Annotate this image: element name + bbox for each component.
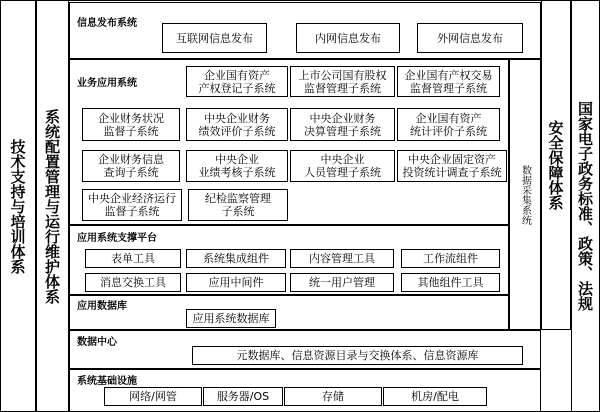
data-center-title: 数据中心 — [77, 337, 117, 348]
technical-support-column — [0, 0, 36, 412]
business-app-3: 企业国有产权交易 监督管理子系统 — [397, 66, 500, 97]
extranet-release-box: 外网信息发布 — [417, 23, 523, 53]
unified-user-box: 统一用户管理 — [290, 273, 394, 292]
business-app-9: 中央企业 业绩考核子系统 — [186, 150, 288, 182]
workflow-component-box: 工作流组件 — [401, 249, 500, 268]
business-app-4: 企业财务状况 监督子系统 — [82, 108, 180, 141]
technical-support-label: 技术支持与培训体系 — [8, 138, 27, 274]
business-app-8: 企业财务信息 查询子系统 — [82, 150, 180, 182]
support-platform-title: 应用系统支撑平台 — [77, 233, 157, 244]
business-app-5: 中央企业财务 绩效评价子系统 — [186, 108, 288, 141]
content-management-box: 内容管理工具 — [290, 249, 394, 268]
business-app-13: 纪检监察管理 子系统 — [188, 189, 288, 221]
middleware-box: 应用中间件 — [186, 273, 286, 292]
security-column — [541, 0, 571, 330]
business-app-12: 中央企业经济运行 监督子系统 — [82, 189, 182, 221]
server-os-box: 服务器/OS — [203, 387, 283, 406]
data-collection-label: 数据采集系统 — [519, 164, 531, 225]
data-collection-column — [509, 59, 541, 330]
storage-box: 存储 — [284, 387, 382, 406]
infrastructure-title: 系统基础设施 — [77, 376, 137, 387]
app-database-section — [69, 295, 509, 330]
machine-room-box: 机房/配电 — [383, 387, 487, 406]
business-app-10: 中央企业 人员管理子系统 — [290, 150, 395, 182]
network-box: 网络/网管 — [104, 387, 202, 406]
form-tool-box: 表单工具 — [85, 249, 181, 268]
internet-release-box: 互联网信息发布 — [162, 23, 267, 53]
business-apps-title: 业务应用系统 — [77, 78, 137, 89]
business-app-7: 企业国有资产 统计评价子系统 — [397, 108, 500, 141]
other-components-box: 其他组件工具 — [401, 273, 500, 292]
business-app-1: 企业国有资产 产权登记子系统 — [186, 66, 288, 97]
intranet-release-box: 内网信息发布 — [296, 23, 400, 53]
national-standards-column — [571, 0, 600, 412]
system-config-label: 系统配置管理与运行维护体系 — [43, 108, 61, 304]
system-config-column — [36, 0, 69, 412]
business-app-11: 中央企业固定资产 投资统计调查子系统 — [397, 150, 507, 182]
national-standards-label: 国家电子政务标准、政策、法规 — [576, 101, 594, 311]
business-app-2: 上市公司国有股权 监督管理子系统 — [290, 66, 395, 97]
business-app-6: 中央企业财务 决算管理子系统 — [290, 108, 395, 141]
app-database-box: 应用系统数据库 — [186, 309, 276, 328]
system-integration-box: 系统集成组件 — [186, 249, 286, 268]
data-center-box: 元数据库、信息资源目录与交换体系、信息资源库 — [192, 346, 523, 365]
security-label: 安全保障体系 — [546, 120, 565, 210]
info-release-title: 信息发布系统 — [77, 18, 137, 29]
app-database-title: 应用数据库 — [77, 301, 127, 312]
message-exchange-box: 消息交换工具 — [85, 273, 181, 292]
